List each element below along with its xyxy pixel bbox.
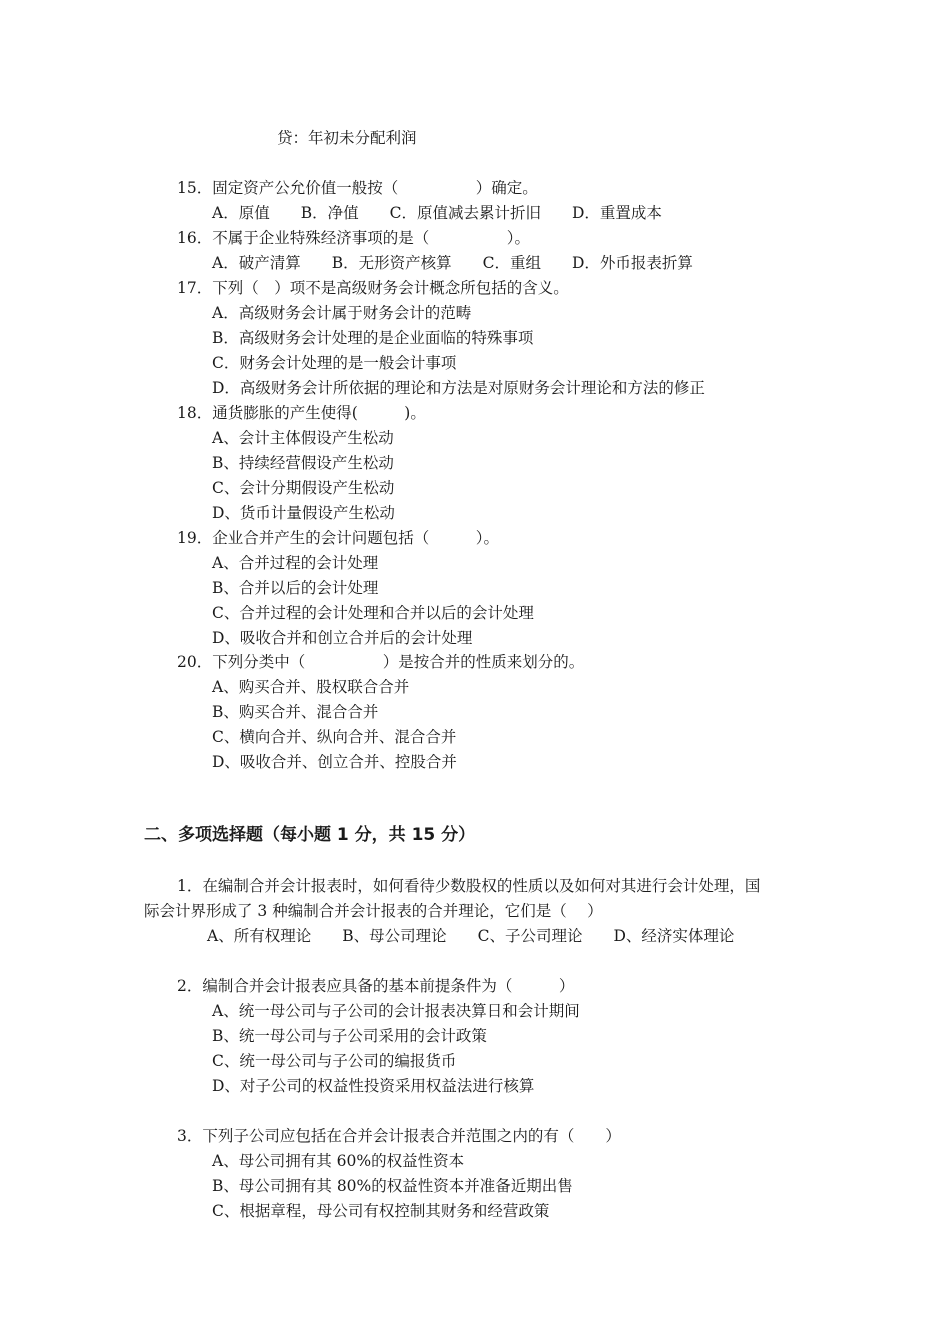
question-20-option-d: D、吸收合并、创立合并、控股合并 xyxy=(212,753,457,771)
question-20-option-a: A、购买合并、股权联合合并 xyxy=(212,678,410,696)
question-18-option-c: C、会计分期假设产生松动 xyxy=(212,479,395,497)
question-17-option-d: D．高级财务会计所依据的理论和方法是对原财务会计理论和方法的修正 xyxy=(212,379,705,397)
question-18-option-b: B、持续经营假设产生松动 xyxy=(212,454,394,472)
section-2-heading: 二、多项选择题（每小题 1 分，共 15 分） xyxy=(144,825,476,845)
question-19-option-c: C、合并过程的会计处理和合并以后的会计处理 xyxy=(212,604,534,622)
question-20-option-b: B、购买合并、混合合并 xyxy=(212,703,379,721)
multi-question-3-option-a: A、母公司拥有其 60%的权益性资本 xyxy=(212,1152,465,1170)
multi-question-2-option-d: D、对子公司的权益性投资采用权益法进行核算 xyxy=(212,1077,535,1095)
question-20-option-c: C、横向合并、纵向合并、混合合并 xyxy=(212,728,457,746)
multi-question-3-stem: 3．下列子公司应包括在合并会计报表合并范围之内的有（ ） xyxy=(177,1127,621,1145)
multi-question-2-stem: 2．编制合并会计报表应具备的基本前提条件为（ ） xyxy=(177,977,575,995)
question-18-option-a: A、会计主体假设产生松动 xyxy=(212,429,394,447)
multi-question-1-stem-line-1: 1．在编制合并会计报表时，如何看待少数股权的性质以及如何对其进行会计处理，国 xyxy=(177,877,761,895)
question-19-option-b: B、合并以后的会计处理 xyxy=(212,579,379,597)
multi-question-1-options: A、所有权理论 B、母公司理论 C、子公司理论 D、经济实体理论 xyxy=(207,927,735,945)
question-16-stem: 16．不属于企业特殊经济事项的是（ ）。 xyxy=(177,229,530,247)
multi-question-2-option-c: C、统一母公司与子公司的编报货币 xyxy=(212,1052,457,1070)
question-17-option-a: A．高级财务会计属于财务会计的范畴 xyxy=(212,304,472,322)
question-17-option-b: B．高级财务会计处理的是企业面临的特殊事项 xyxy=(212,329,534,347)
multi-question-3-option-c: C、根据章程，母公司有权控制其财务和经营政策 xyxy=(212,1202,550,1220)
question-15-stem: 15．固定资产公允价值一般按（ ）确定。 xyxy=(177,179,538,197)
question-17-option-c: C．财务会计处理的是一般会计事项 xyxy=(212,354,457,372)
question-19-stem: 19．企业合并产生的会计问题包括（ ）。 xyxy=(177,529,499,547)
multi-question-2-option-b: B、统一母公司与子公司采用的会计政策 xyxy=(212,1027,487,1045)
multi-question-2-option-a: A、统一母公司与子公司的会计报表决算日和会计期间 xyxy=(212,1002,580,1020)
question-17-stem: 17．下列（ ）项不是高级财务会计概念所包括的含义。 xyxy=(177,279,569,297)
multi-question-1-stem-line-2: 际会计界形成了 3 种编制合并会计报表的合并理论，它们是（ ） xyxy=(144,902,603,920)
question-18-stem: 18．通货膨胀的产生使得( )。 xyxy=(177,404,426,422)
question-18-option-d: D、货币计量假设产生松动 xyxy=(212,504,395,522)
multi-question-3-option-b: B、母公司拥有其 80%的权益性资本并准备近期出售 xyxy=(212,1177,573,1195)
question-19-option-d: D、吸收合并和创立合并后的会计处理 xyxy=(212,629,473,647)
question-15-options: A．原值 B．净值 C．原值减去累计折旧 D．重置成本 xyxy=(212,204,662,222)
question-20-stem: 20．下列分类中（ ）是按合并的性质来划分的。 xyxy=(177,653,585,671)
question-16-options: A．破产清算 B．无形资产核算 C．重组 D．外币报表折算 xyxy=(212,254,693,272)
journal-credit-line: 贷：年初未分配利润 xyxy=(277,129,417,147)
question-19-option-a: A、合并过程的会计处理 xyxy=(212,554,379,572)
